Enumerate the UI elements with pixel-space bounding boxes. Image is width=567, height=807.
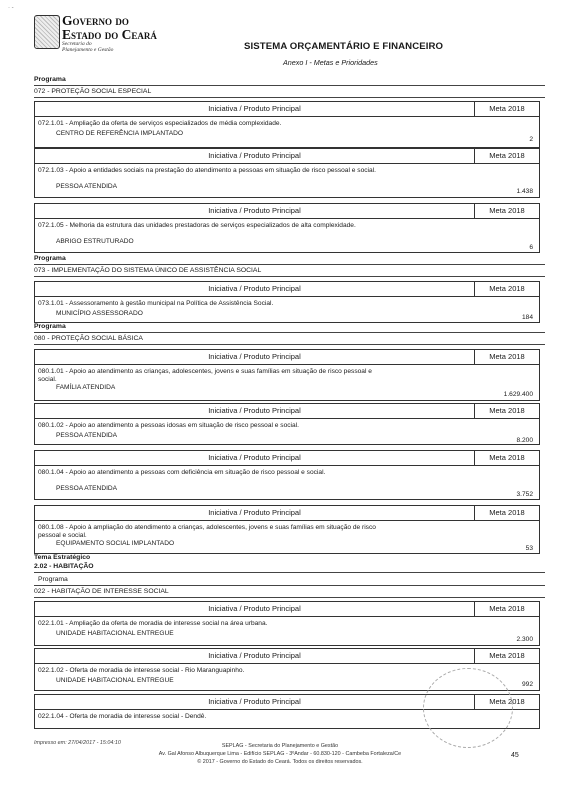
product-name: PESSOA ATENDIDA: [56, 485, 118, 492]
programa-name: 072 - PROTEÇÃO SOCIAL ESPECIAL: [34, 88, 152, 95]
iniciativa-header: Iniciativa / Produto Principal: [35, 602, 475, 616]
divider: [34, 264, 545, 265]
meta-card: [34, 203, 540, 253]
iniciativa-header: Iniciativa / Produto Principal: [35, 282, 475, 296]
printed-timestamp: Impresso em: 27/04/2017 - 15:04:10: [34, 740, 121, 746]
meta-value: 1.438: [516, 188, 533, 195]
iniciativa-header: Iniciativa / Produto Principal: [35, 695, 475, 709]
meta-value: 6: [529, 244, 533, 251]
product-name: PESSOA ATENDIDA: [56, 183, 118, 190]
meta-header: Meta 2018: [489, 406, 525, 415]
iniciativa-header: Iniciativa / Produto Principal: [35, 404, 475, 418]
product-name: EQUIPAMENTO SOCIAL IMPLANTADO: [56, 540, 175, 547]
product-name: PESSOA ATENDIDA: [56, 432, 118, 439]
meta-header: Meta 2018: [489, 206, 525, 215]
meta-value: 3.752: [516, 491, 533, 498]
meta-header: Meta 2018: [489, 352, 525, 361]
iniciativa-description: 080.1.04 - Apoio ao atendimento a pessoas com deficiência em situação de risco pessoal e social.: [38, 469, 326, 476]
iniciativa-description: 072.1.05 - Melhoria da estrutura das unidades prestadoras de serviços especializados de alta complexidade.: [38, 222, 356, 229]
meta-header: Meta 2018: [489, 508, 525, 517]
divider: [34, 344, 545, 345]
divider: [34, 572, 545, 573]
document-subtitle: Anexo I - Metas e Prioridades: [283, 58, 378, 67]
programa-name: 080 - PROTEÇÃO SOCIAL BÁSICA: [34, 335, 143, 342]
footer-line-1: SEPLAG - Secretaria do Planejamento e Gestão: [221, 743, 339, 749]
meta-card: [34, 101, 540, 148]
meta-value: 992: [521, 681, 533, 688]
corner-mark: · -: [8, 5, 14, 11]
iniciativa-description: 022.1.04 - Oferta de moradia de interesse social - Dendê.: [38, 713, 207, 720]
stamp-mark: [423, 668, 513, 748]
meta-header: Meta 2018: [489, 651, 525, 660]
meta-card: [34, 601, 540, 646]
footer-line-2: Av. Gal Afonso Albuquerque Lima - Edifício SEPLAG - 3ºAndar - 60.830-120 - Cambeba Fortaleza/Ce: [158, 751, 402, 757]
programa-label: Programa: [38, 576, 68, 583]
product-name: MUNICÍPIO ASSESSORADO: [56, 310, 143, 317]
meta-header: Meta 2018: [489, 453, 525, 462]
programa-label: Programa: [34, 323, 66, 330]
meta-card: [34, 349, 540, 401]
divider: [34, 585, 545, 586]
product-name: ABRIGO ESTRUTURADO: [56, 238, 134, 245]
divider: [34, 332, 545, 333]
meta-value: 184: [521, 314, 533, 321]
divider: [34, 85, 545, 86]
logo-line-1: Governo do: [62, 13, 129, 28]
iniciativa-description: 022.1.02 - Oferta de moradia de interesse social - Rio Maranguapinho.: [38, 667, 245, 674]
iniciativa-header: Iniciativa / Produto Principal: [35, 204, 475, 218]
meta-card: [34, 450, 540, 500]
state-seal-icon: [34, 15, 60, 49]
meta-value: 53: [525, 545, 533, 552]
iniciativa-header: Iniciativa / Produto Principal: [35, 149, 475, 163]
meta-header: Meta 2018: [489, 697, 525, 706]
product-name: CENTRO DE REFERÊNCIA IMPLANTADO: [56, 130, 184, 137]
iniciativa-header: Iniciativa / Produto Principal: [35, 451, 475, 465]
product-name: UNIDADE HABITACIONAL ENTREGUE: [56, 677, 174, 684]
divider: [34, 597, 545, 598]
product-name: UNIDADE HABITACIONAL ENTREGUE: [56, 630, 174, 637]
page-number: 45: [511, 752, 519, 759]
iniciativa-header: Iniciativa / Produto Principal: [35, 649, 475, 663]
iniciativa-header: Iniciativa / Produto Principal: [35, 506, 475, 520]
meta-card: [34, 403, 540, 445]
meta-value: 2.300: [516, 636, 533, 643]
meta-card: [34, 148, 540, 198]
meta-value: 2: [529, 136, 533, 143]
iniciativa-description: 072.1.03 - Apoio a entidades sociais na prestação do atendimento a pessoas em situação de risco pessoal e social.: [38, 167, 376, 174]
meta-header: Meta 2018: [489, 151, 525, 160]
iniciativa-description: 072.1.01 - Ampliação da oferta de serviços especializados de média complexidade.: [38, 120, 282, 127]
iniciativa-description: 022.1.01 - Ampliação da oferta de moradia de interesse social na área urbana.: [38, 620, 268, 627]
iniciativa-description: 073.1.01 - Assessoramento à gestão municipal na Política de Assistência Social.: [38, 300, 274, 307]
iniciativa-description: 080.1.02 - Apoio ao atendimento a pessoas idosas em situação de risco pessoal e social.: [38, 422, 299, 429]
document-title: SISTEMA ORÇAMENTÁRIO E FINANCEIRO: [244, 41, 444, 52]
meta-value: 8.200: [516, 437, 533, 444]
logo-line-2: Estado do Ceará: [62, 27, 157, 42]
iniciativa-header: Iniciativa / Produto Principal: [35, 350, 475, 364]
divider: [34, 276, 545, 277]
iniciativa-description: 080.1.08 - Apoio à ampliação do atendimento a crianças, adolescentes, jovens e suas famílias em situação de risco pessoal e social.: [38, 524, 376, 539]
tema-name: 2.02 - HABITAÇÃO: [34, 563, 94, 570]
divider: [34, 97, 545, 98]
government-logo-text: [62, 14, 157, 42]
programa-name: 022 - HABITAÇÃO DE INTERESSE SOCIAL: [34, 588, 169, 595]
meta-header: Meta 2018: [489, 604, 525, 613]
meta-header: Meta 2018: [489, 104, 525, 113]
meta-header: Meta 2018: [489, 284, 525, 293]
iniciativa-description: 080.1.01 - Apoio ao atendimento as crianças, adolescentes, jovens e suas famílias em situação de risco pessoal e social.: [38, 368, 372, 383]
meta-card: [34, 281, 540, 323]
meta-value: 1.629.400: [503, 391, 533, 398]
iniciativa-header: Iniciativa / Produto Principal: [35, 102, 475, 116]
tema-label: Tema Estratégico: [34, 554, 91, 561]
programa-label: Programa: [34, 255, 66, 262]
product-name: FAMÍLIA ATENDIDA: [56, 384, 116, 391]
meta-card: [34, 505, 540, 554]
programa-name: 073 - IMPLEMENTAÇÃO DO SISTEMA ÚNICO DE ASSISTÊNCIA SOCIAL: [34, 267, 262, 274]
secretaria-name: Secretaria do Planejamento e Gestão: [62, 41, 114, 53]
programa-label: Programa: [34, 76, 66, 83]
footer-line-3: © 2017 - Governo do Estado do Ceará. Todos os direitos reservados.: [197, 759, 363, 765]
